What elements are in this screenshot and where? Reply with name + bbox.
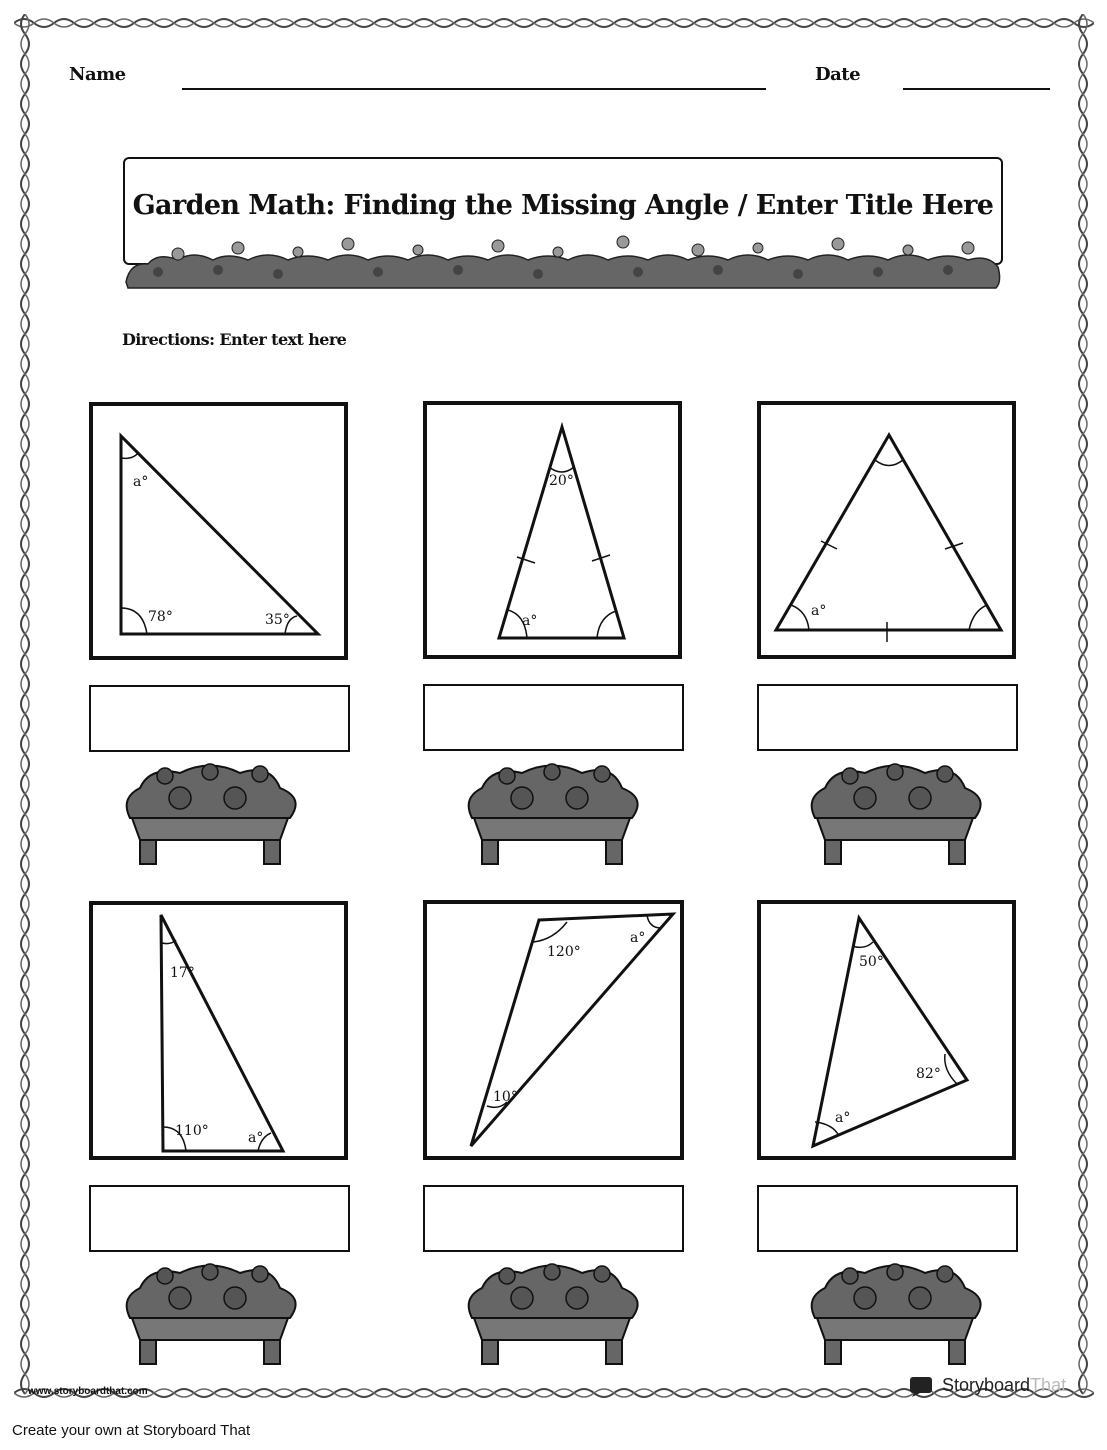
angle-label: a°	[835, 1110, 851, 1126]
triangle-figure-5	[423, 900, 684, 1160]
date-line[interactable]	[903, 88, 1050, 90]
angle-label: 120°	[547, 944, 581, 960]
answer-box-3[interactable]	[757, 684, 1018, 751]
angle-label: 10°	[493, 1089, 518, 1105]
page-title[interactable]: Garden Math: Finding the Missing Angle / Enter Title Here	[132, 190, 994, 221]
angle-label: 50°	[859, 954, 884, 970]
answer-box-6[interactable]	[757, 1185, 1018, 1252]
angle-label: a°	[248, 1130, 264, 1146]
flower-planter-decoration	[452, 758, 652, 868]
flower-planter-decoration	[110, 758, 310, 868]
triangle-figure-3	[757, 401, 1016, 659]
angle-label: 35°	[265, 612, 290, 628]
flower-planter-decoration	[795, 1258, 995, 1368]
angle-label: 78°	[148, 609, 173, 625]
date-label: Date	[815, 64, 861, 85]
angle-label: 17°	[170, 965, 195, 981]
flower-planter-decoration	[452, 1258, 652, 1368]
name-line[interactable]	[182, 88, 766, 90]
storyboard-logo-text: StoryboardThat	[942, 1375, 1067, 1395]
triangle-figure-4	[89, 901, 348, 1160]
flower-hedge-decoration	[118, 222, 1004, 292]
flower-planter-decoration	[795, 758, 995, 868]
footer-link[interactable]: Create your own at Storyboard That	[12, 1422, 251, 1439]
triangle-figure-2	[423, 401, 682, 659]
angle-label: a°	[522, 613, 538, 629]
answer-box-1[interactable]	[89, 685, 350, 752]
angle-label: a°	[811, 603, 827, 619]
triangle-figure-1	[89, 402, 348, 660]
flower-planter-decoration	[110, 1258, 310, 1368]
angle-label: a°	[630, 930, 646, 946]
storyboard-that-logo	[908, 1375, 1083, 1397]
directions-text[interactable]: Directions: Enter text here	[122, 330, 347, 349]
angle-label: 20°	[549, 473, 574, 489]
angle-label: a°	[133, 474, 149, 490]
angle-label: 82°	[916, 1066, 941, 1082]
angle-label: 110°	[175, 1123, 209, 1139]
triangle-figure-6	[757, 900, 1016, 1160]
watermark-url: www.storyboardthat.com	[28, 1386, 148, 1397]
vine-border-right	[1070, 14, 1096, 1404]
answer-box-5[interactable]	[423, 1185, 684, 1252]
vine-border-top	[14, 10, 1094, 36]
storyboard-logo-icon	[908, 1375, 936, 1397]
answer-box-2[interactable]	[423, 684, 684, 751]
name-label: Name	[69, 64, 126, 85]
answer-box-4[interactable]	[89, 1185, 350, 1252]
vine-border-left	[12, 14, 38, 1404]
